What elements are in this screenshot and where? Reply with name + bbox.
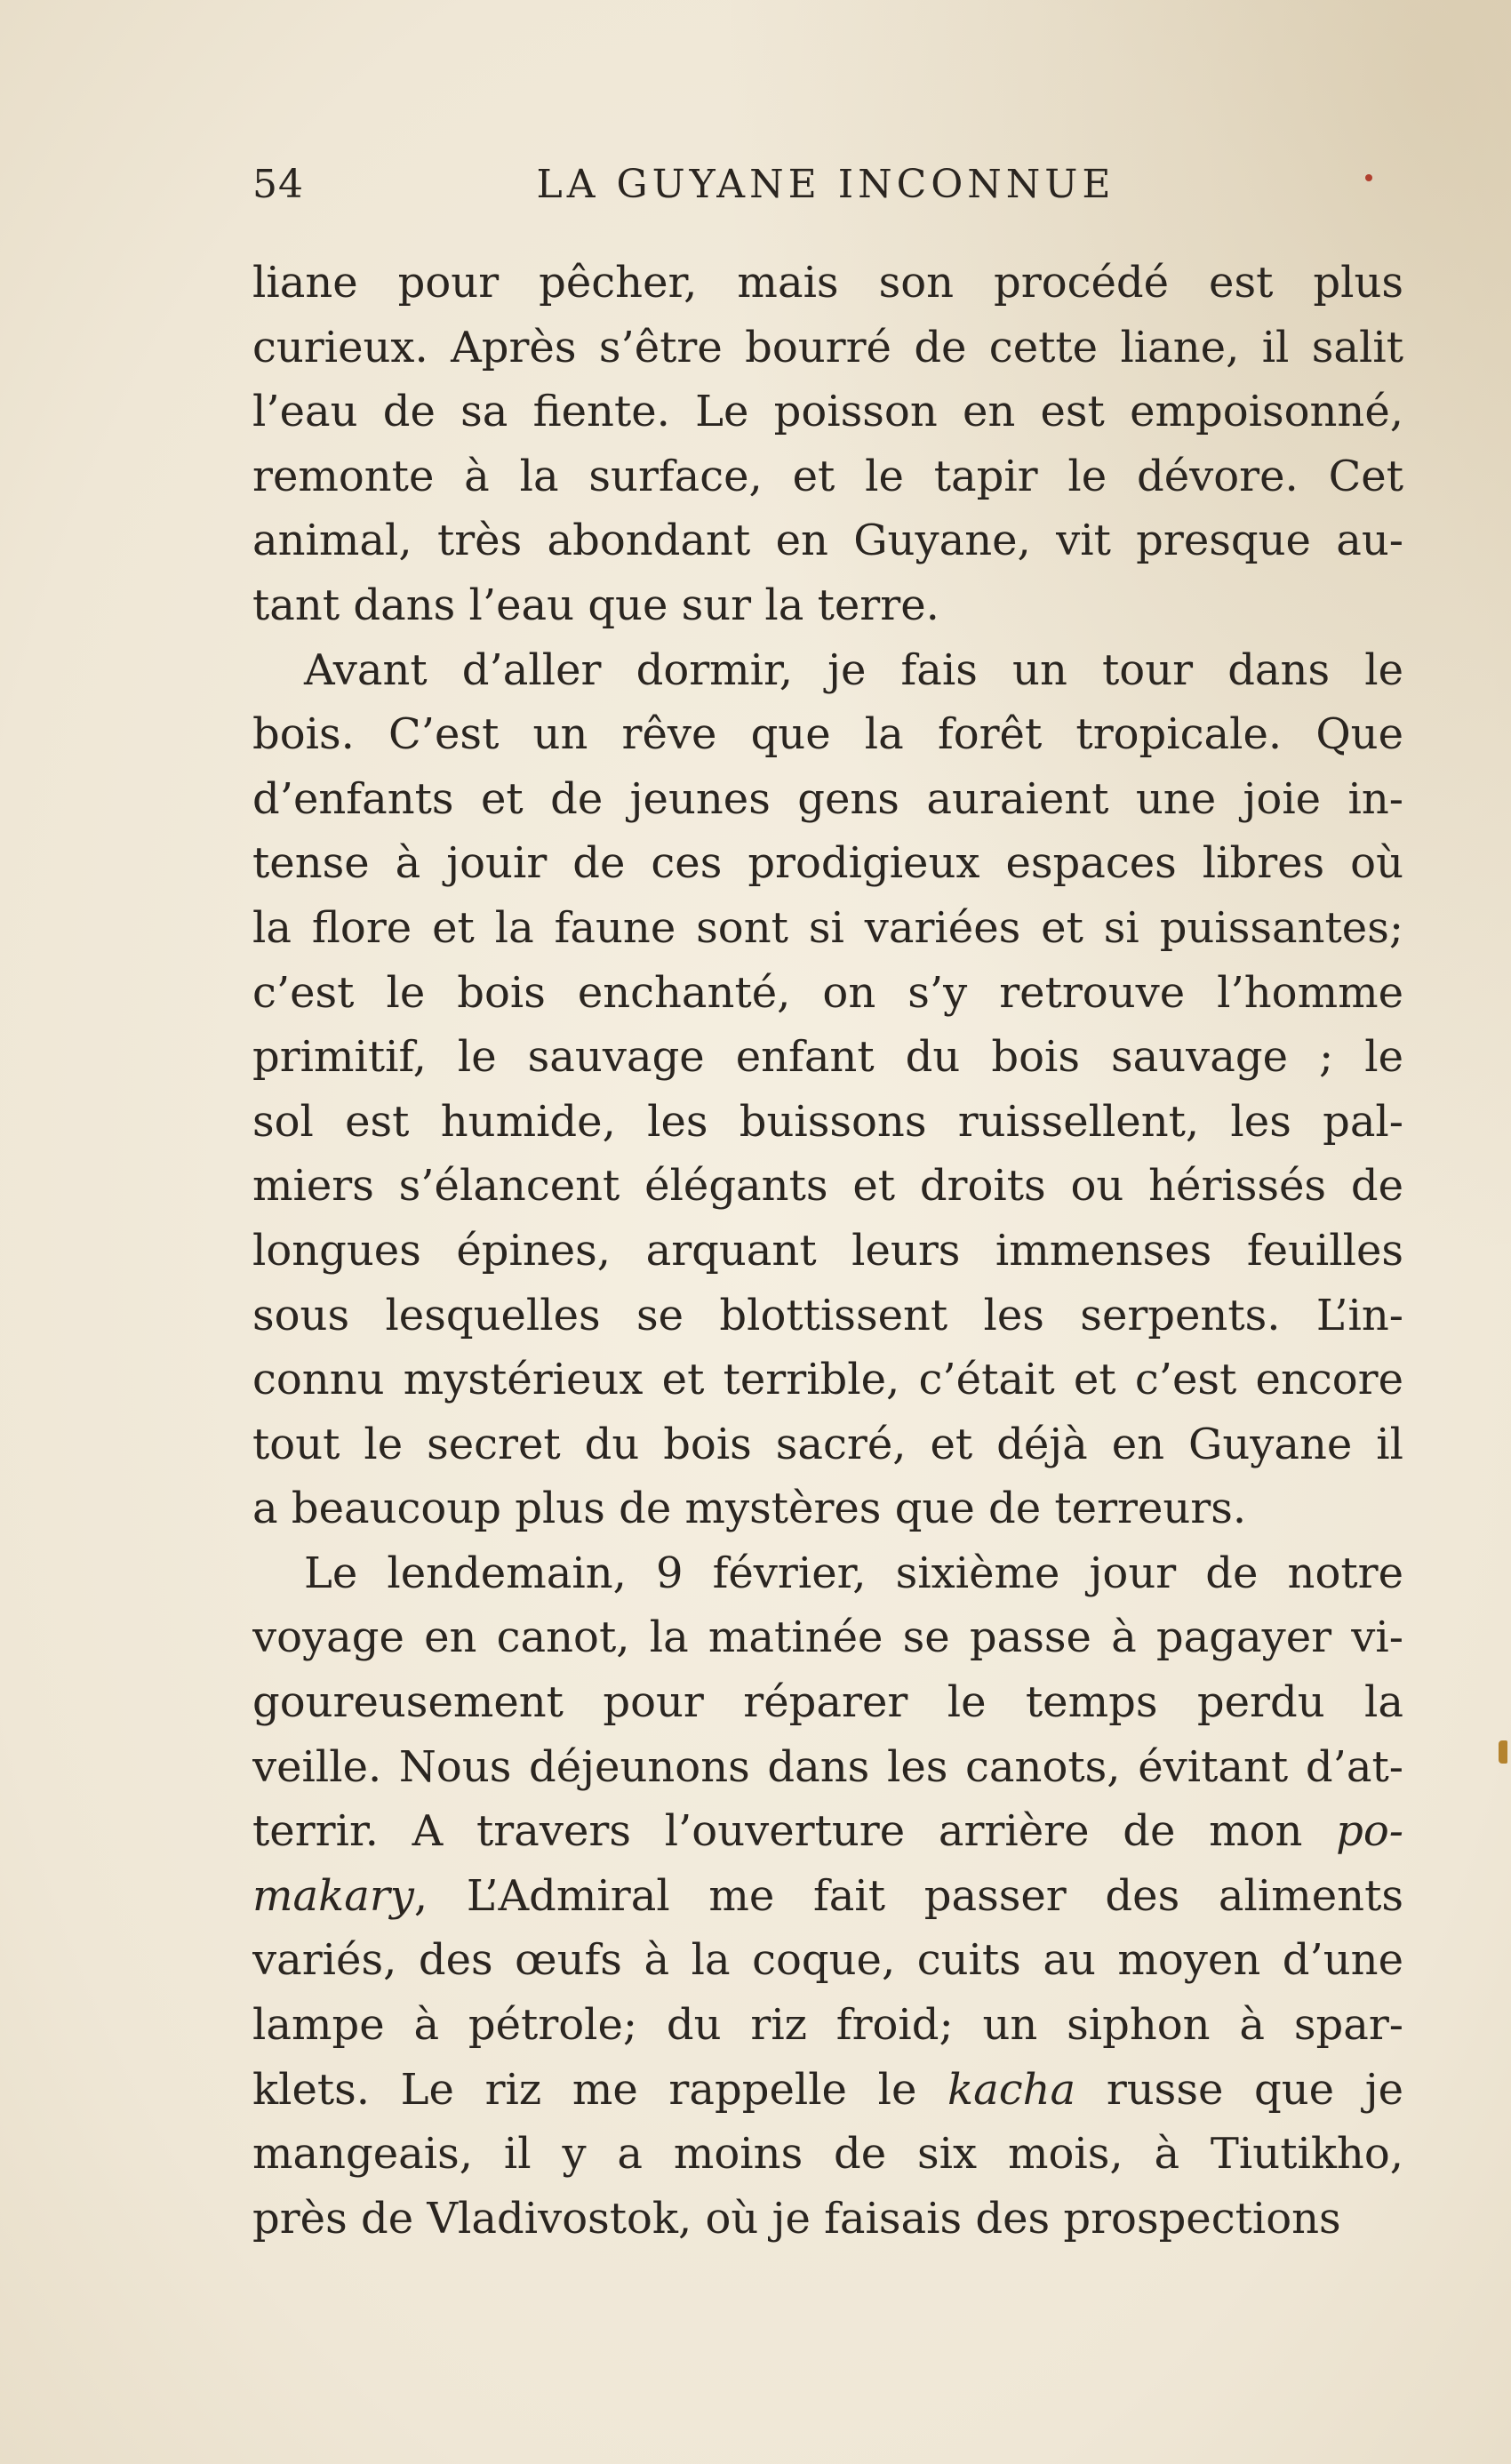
text-line: tout le secret du bois sacré, et déjà en Guyane il [252,1419,1403,1469]
text-run: russe que je [1075,2064,1403,2115]
text-line: près de Vladivostok, où je faisais des prospections [252,2193,1341,2244]
text-line: miers s’élancent élégants et droits ou hérissés de [252,1161,1403,1212]
text-line: tense à jouir de ces prodigieux espaces libres où [252,838,1403,889]
paragraph-1 [252,251,1403,638]
text-run: terrir. A travers l’ouverture arrière de mon [252,1806,1337,1857]
text-line: a beaucoup plus de mystères que de terreurs. [252,1484,1247,1534]
italic-word: po- [1336,1806,1403,1857]
text-line-with-italic [252,1864,1403,1929]
italic-word: makary [252,1870,414,1921]
text-line-with-italic [252,2058,1403,2123]
text-line: lampe à pétrole; du riz froid; un siphon à spar- [252,2000,1403,2051]
text-line: variés, des œufs à la coque, cuits au moyen d’une [252,1935,1403,1986]
body-text [252,251,1403,2251]
paragraph-2 [252,638,1403,1541]
text-line: la flore et la faune sont si variées et si puissantes; [252,902,1403,953]
text-line: veille. Nous déjeunons dans les canots, évitant d’at- [252,1741,1403,1792]
text-line: liane pour pêcher, mais son procédé est plus [252,258,1403,308]
text-line: tant dans l’eau que sur la terre. [252,580,939,630]
text-line: primitif, le sauvage enfant du bois sauvage ; le [252,1032,1403,1083]
italic-word: kacha [947,2064,1076,2115]
text-run: , L’Admiral me fait passer des aliments [413,1870,1403,1921]
text-line: animal, très abondant en Guyane, vit presque au- [252,516,1403,566]
text-line: sol est humide, les buissons ruissellent, les pal- [252,1096,1403,1147]
text-line: remonte à la surface, et le tapir le dévore. Cet [252,451,1403,501]
text-run: klets. Le riz me rappelle le [252,2064,948,2115]
running-title: LA GUYANE INCONNUE [536,162,1115,207]
text-line-with-italic [252,1799,1403,1864]
text-line: mangeais, il y a moins de six mois, à Tiutikho, [252,2129,1403,2180]
text-line: goureusement pour réparer le temps perdu la [252,1677,1403,1728]
paragraph-3 [252,1541,1403,2252]
text-line: Avant d’aller dormir, je fais un tour dans le [304,644,1403,695]
text-line: bois. C’est un rêve que la forêt tropicale. Que [252,709,1403,760]
text-line: voyage en canot, la matinée se passe à pagayer vi- [252,1612,1403,1663]
page-header [252,162,1399,215]
text-line: l’eau de sa fiente. Le poisson en est empoisonné, [252,387,1403,437]
text-line: c’est le bois enchanté, on s’y retrouve l’homme [252,967,1403,1018]
ink-speck [1365,174,1372,181]
text-line: curieux. Après s’être bourré de cette liane, il salit [252,322,1403,372]
text-line: longues épines, arquant leurs immenses feuilles [252,1225,1403,1276]
page-number: 54 [252,162,304,207]
text-line: sous lesquelles se blottissent les serpents. L’in- [252,1290,1403,1340]
margin-tab-mark [1499,1740,1507,1764]
text-line: d’enfants et de jeunes gens auraient une joie in- [252,773,1403,824]
text-line: connu mystérieux et terrible, c’était et c’est encore [252,1355,1403,1405]
text-line: Le lendemain, 9 février, sixième jour de notre [304,1548,1403,1598]
